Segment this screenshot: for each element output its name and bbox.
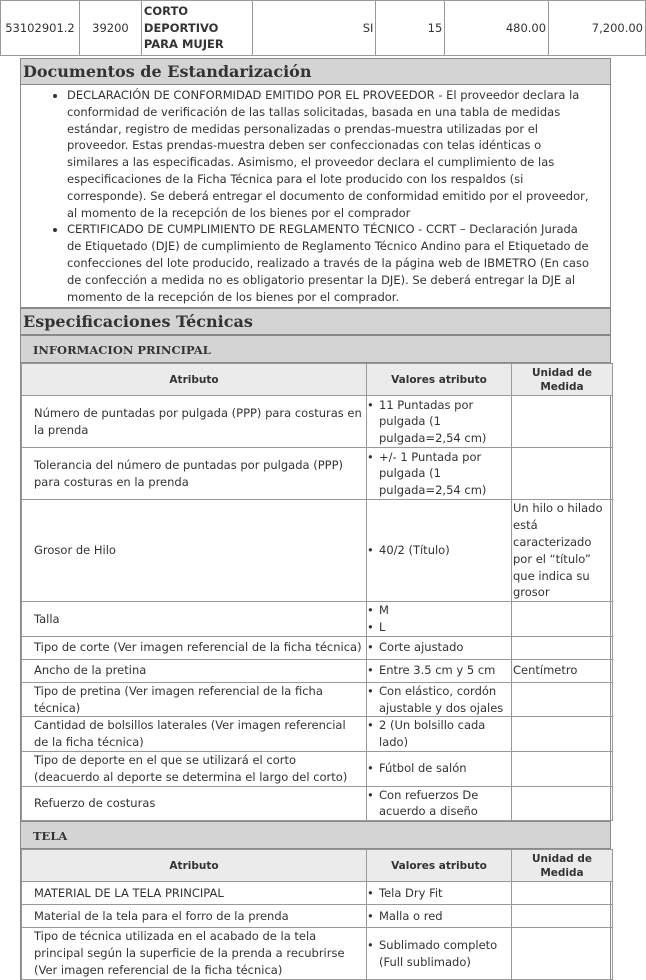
row-unit xyxy=(512,682,613,717)
value-item xyxy=(367,397,509,447)
bullet-icon: • xyxy=(367,885,374,900)
value-text: Con elástico, cordón ajustable y dos ojales xyxy=(379,683,504,715)
value-text: Tela Dry Fit xyxy=(379,885,443,900)
row-unit xyxy=(512,636,613,659)
value-item xyxy=(367,449,509,499)
bullet-icon: • xyxy=(367,640,374,655)
row-values xyxy=(367,602,512,637)
row-attribute: Tipo de técnica utilizada en el acabado de la tela principal según la superficie de la prenda a recubrirse (Ver imagen referencial de la ficha técnica) xyxy=(22,928,367,980)
row-attribute: Ancho de la pretina xyxy=(22,659,367,682)
value-text: 11 Puntadas por pulgada (1 pulgada=2,54 cm) xyxy=(379,397,487,446)
value-item xyxy=(367,639,509,656)
row-attribute: Tipo de corte (Ver imagen referencial de la ficha técnica) xyxy=(22,636,367,659)
row-attribute: Cantidad de bolsillos laterales (Ver imagen referencial de la ficha técnica) xyxy=(22,717,367,752)
header-atributo: Atributo xyxy=(22,850,367,882)
bullet-icon: • xyxy=(367,449,374,464)
bullet-icon: • xyxy=(367,397,374,412)
row-values xyxy=(367,396,512,448)
product-unit-price: 480.00 xyxy=(445,1,549,56)
value-text: 40/2 (Título) xyxy=(379,543,450,558)
row-values xyxy=(367,500,512,602)
table-row xyxy=(22,717,613,752)
bullet-icon: • xyxy=(367,908,374,923)
table-row xyxy=(22,659,613,682)
row-attribute: Tipo de pretina (Ver imagen referencial de la ficha técnica) xyxy=(22,682,367,717)
row-attribute: Grosor de Hilo xyxy=(22,500,367,602)
value-item xyxy=(367,683,509,717)
product-row xyxy=(0,0,646,56)
row-values xyxy=(367,448,512,500)
value-item xyxy=(367,542,509,559)
row-unit xyxy=(512,602,613,637)
row-attribute: MATERIAL DE LA TELA PRINCIPAL xyxy=(22,882,367,905)
row-attribute: Talla xyxy=(22,602,367,637)
bullet-icon: • xyxy=(367,619,374,634)
value-item xyxy=(367,885,509,902)
value-text: Con refuerzos De acuerdo a diseño xyxy=(379,787,479,819)
bullet-icon: • xyxy=(367,603,374,618)
documento-item: • DECLARACIÓN DE CONFORMIDAD EMITIDO POR EL PROVEEDOR - El proveedor declara la conformidad de verificación de las tallas solicitadas, basada en una tabla de medidas estándar, registro de medidas personalizadas o prendas-muestra utilizadas por el proveedor. Estas prendas-muestra deben ser confeccionadas con telas idénticas o similares a las especificadas. Asimismo, el proveedor declara el cumplimiento de las especificaciones de la Ficha Técnica para el lote producido con los respaldos (si corresponde). Se deberá entregar el documento de conformidad emitido por el proveedor, al momento de la recepción de los bienes por el comprador xyxy=(67,87,592,221)
row-attribute: Tipo de deporte en el que se utilizará el corto (deacuerdo al deporte se determina el largo del corto) xyxy=(22,751,367,786)
value-text: Corte ajustado xyxy=(379,640,464,655)
value-text: Fútbol de salón xyxy=(379,761,467,776)
value-text: Sublimado completo (Full sublimado) xyxy=(379,937,498,969)
row-values xyxy=(367,751,512,786)
table-row xyxy=(22,905,613,928)
documentos-title: Documentos de Estandarización xyxy=(21,59,610,85)
spec-table xyxy=(21,363,613,821)
value-item xyxy=(367,787,509,821)
bullet-icon: • xyxy=(367,718,374,733)
value-text: 2 (Un bolsillo cada lado) xyxy=(379,718,486,750)
row-unit xyxy=(512,928,613,980)
bullet-icon: • xyxy=(367,761,374,776)
row-unit xyxy=(512,717,613,752)
value-text: Malla o red xyxy=(379,908,443,923)
table-row xyxy=(22,882,613,905)
table-row xyxy=(22,928,613,980)
table-row xyxy=(22,500,613,602)
value-item xyxy=(367,602,509,619)
value-item xyxy=(367,662,509,679)
table-row xyxy=(22,636,613,659)
row-unit xyxy=(512,905,613,928)
bullet-icon: • xyxy=(367,787,374,802)
row-values xyxy=(367,905,512,928)
documentos-list xyxy=(21,85,610,309)
table-row xyxy=(22,448,613,500)
value-item xyxy=(367,937,509,971)
bullet-icon: • xyxy=(367,663,374,678)
row-values xyxy=(367,682,512,717)
row-unit: Un hilo o hilado está caracterizado por el “título” que indica su grosor xyxy=(512,500,613,602)
value-text: L xyxy=(379,619,386,634)
row-unit xyxy=(512,882,613,905)
product-name: CORTO DEPORTIVO PARA MUJER xyxy=(141,1,252,56)
row-attribute: Tolerancia del número de puntadas por pulgada (PPP) para costuras en la prenda xyxy=(22,448,367,500)
value-item xyxy=(367,619,509,636)
row-values xyxy=(367,882,512,905)
row-attribute: Material de la tela para el forro de la prenda xyxy=(22,905,367,928)
table-row xyxy=(22,786,613,821)
product-number: 39200 xyxy=(79,1,141,56)
row-values xyxy=(367,928,512,980)
row-unit xyxy=(512,396,613,448)
documento-item: • CERTIFICADO DE CUMPLIMIENTO DE REGLAMENTO TÉCNICO - CCRT – Declaración Jurada de Etiquetado (DJE) de cumplimiento de Reglamento Técnico Andino para el Etiquetado de confecciones del lote producido, realizado a través de la página web de IBMETRO (En caso de confección a medida no es obligatorio presentar la DJE). Se deberá entregar la DJE al momento de la recepción de los bienes por el comprador. xyxy=(67,221,592,305)
product-code: 53102901.2 xyxy=(1,1,80,56)
value-item xyxy=(367,717,509,751)
table-row xyxy=(22,682,613,717)
row-unit xyxy=(512,448,613,500)
row-values xyxy=(367,717,512,752)
specs-box xyxy=(20,58,611,980)
header-atributo: Atributo xyxy=(22,364,367,396)
product-flag: SI xyxy=(252,1,376,56)
table-row xyxy=(22,602,613,637)
product-total: 7,200.00 xyxy=(549,1,646,56)
spec-table xyxy=(21,849,613,980)
value-text: +/- 1 Puntada por pulgada (1 pulgada=2,54 cm) xyxy=(379,449,487,498)
row-unit: Centímetro xyxy=(512,659,613,682)
table-row xyxy=(22,751,613,786)
table-row xyxy=(22,396,613,448)
bullet-icon: • xyxy=(367,683,374,698)
spec-groups xyxy=(21,335,610,980)
row-attribute: Refuerzo de costuras xyxy=(22,786,367,821)
value-text: Entre 3.5 cm y 5 cm xyxy=(379,663,496,678)
header-unidad: Unidad de Medida xyxy=(512,850,613,882)
especificaciones-title: Especificaciones Técnicas xyxy=(21,309,610,335)
row-values xyxy=(367,636,512,659)
row-unit xyxy=(512,786,613,821)
bullet-icon: • xyxy=(367,937,374,952)
value-item xyxy=(367,760,509,777)
row-values xyxy=(367,659,512,682)
group-title: INFORMACION PRINCIPAL xyxy=(21,335,610,363)
header-valores: Valores atributo xyxy=(367,364,512,396)
bullet-icon: • xyxy=(367,543,374,558)
row-unit xyxy=(512,751,613,786)
value-text: M xyxy=(379,603,389,618)
row-values xyxy=(367,786,512,821)
header-valores: Valores atributo xyxy=(367,850,512,882)
group-title: TELA xyxy=(21,821,610,849)
row-attribute: Número de puntadas por pulgada (PPP) para costuras en la prenda xyxy=(22,396,367,448)
header-unidad: Unidad de Medida xyxy=(512,364,613,396)
product-quantity: 15 xyxy=(376,1,445,56)
value-item xyxy=(367,908,509,925)
